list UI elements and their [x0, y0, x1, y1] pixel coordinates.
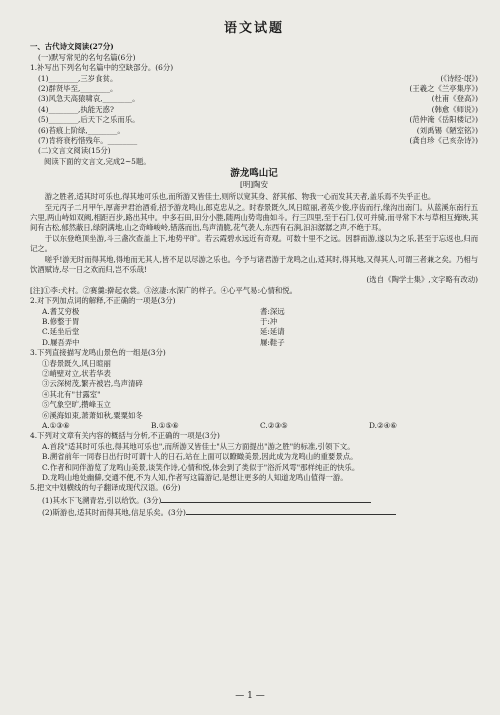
fill-blank-item: [30, 94, 478, 104]
question-2-stem: 2.对下列加点词的解释,不正确的一项是(3分): [30, 296, 176, 306]
fill-blank-text: (6)苔痕上阶绿,________。: [38, 125, 125, 135]
question-3-stem: 3.下列直接描写龙鸣山景色的一组是(3分): [30, 348, 166, 358]
option-item: D.龙鸣山地处幽僻,交通不便,不为人知,作者写这篇游记,是想让更多的人知道龙鸣山值得一游。: [42, 473, 348, 483]
fill-blank-text: (4)________,执能无惑?: [38, 104, 114, 114]
option-word: A.耆艾穷极: [42, 306, 80, 316]
fill-blank-item: [30, 84, 478, 94]
fill-blank-source: (韩愈《师说》): [431, 104, 478, 114]
subsection-heading: (二)文言文阅读(15分): [38, 146, 111, 156]
option-choice: D.②④⑥: [369, 421, 397, 431]
option-item: ③云深树茂,繁卉被岩,鸟声清碎: [42, 379, 143, 389]
fill-blank-text: (5)________,后天下之乐而乐。: [38, 115, 140, 125]
essay-paragraph: 至元丙子二月甲午,厚斋尹君治酒肴,招予游龙鸣山,郎克忠从之。时春景既久,风日暄丽,者英少俊,序齿而行,缘沟出南门。从蓝溪东南行五六里,两山峙如双阙,相距百步,路出其中。中多石田,田分小塍,随两山势弯曲如斗。行三四里,至于石门,仅可并骑,而寻常下木与草相互掩映,其间有古松,郁然蔽日,绿阴满地,山之奇峰峻岭,错落而出,鸟声清脆,花气袭人,东西有石涧,汩汩潺潺之声,不绝于耳。: [30, 202, 478, 233]
option-item: ⑥溪海如束,萧萧如秋,粟粟如冬: [42, 410, 143, 420]
fill-blank-source: (杜甫《登高》): [431, 94, 478, 104]
page-title: 语文试题: [223, 21, 284, 36]
fill-blank-text: (3)风急天高猿啸哀,________。: [38, 94, 140, 104]
option-choice: B.①⑤⑥: [151, 421, 179, 431]
fill-blank-item: [30, 126, 478, 136]
translation-prompt: (2)斯游也,适其时而得其地,信足乐矣。(3分): [42, 508, 186, 518]
question-3-choices: [30, 421, 478, 431]
fill-blank-item: [30, 74, 478, 84]
option-gloss: 屦:鞋子: [260, 337, 285, 347]
option-gloss: 延:延请: [260, 327, 285, 337]
question-5-stem: 5.把文中划横线的句子翻译成现代汉语。(6分): [30, 483, 181, 493]
fill-blank-text: (2)群贤毕至,________。: [38, 84, 118, 94]
option-choice: A.①③⑥: [42, 421, 70, 431]
answer-line: [161, 494, 371, 503]
question-2-options: [30, 307, 478, 349]
fill-blank-text: (1)________,三岁食贫。: [38, 73, 118, 83]
fill-blank-item: [30, 105, 478, 115]
option-item: ②峭壁对立,状若华表: [42, 369, 111, 378]
essay-paragraph: 嗟乎!游无时而得其地,得地而无其人,皆不足以尽游之乐也。今予与诸君游于龙鸣之山,适其时,得其地,又得其人,可谓三者兼之矣。乃相与饮酒赋诗,尽一日之欢而归,岂不乐哉!: [30, 254, 478, 274]
fill-blank-list: [30, 74, 478, 147]
option-item: A.首段"适其时可乐也,得其地可乐也",而所游又皆佳士"从三方面提出"游之胜"的标准,引领下文。: [42, 441, 355, 451]
fill-blank-source: (《诗经·氓》): [440, 73, 478, 83]
question-5-items: [30, 494, 478, 519]
option-word: D.屦吾弄中: [42, 337, 80, 347]
fill-blank-source: (范仲淹《岳阳楼记》): [409, 115, 478, 125]
fill-blank-source: (刘禹锡《陋室铭》): [416, 125, 478, 135]
essay-author: [明]陶安: [240, 179, 268, 189]
essay-notes: [注]①李:犬村。②赛羹:擀起衣裳。③泫凄:水深广的样子。④心平气易:心情和悦。: [30, 285, 298, 295]
essay-body: [30, 192, 478, 275]
question-1-stem: 1.补写出下列名句名篇中的空缺部分。(6分): [30, 63, 174, 73]
question-3-items: [30, 359, 478, 421]
fill-blank-text: (7)肯将衰朽惜残年。________: [38, 136, 138, 146]
essay-source: (选自《陶学士集》,文字略有改动): [366, 275, 478, 285]
translation-prompt: (1)其水下飞溯青岩,引以给饮。(3分): [42, 495, 162, 505]
essay-paragraph: 于以东登绝顶坐游,斗三盏次查盖上下,地势平旷。若云霞碧水远近有奇观。可数十里不之远。因群而游,遂以为之乐,甚至于忘返也,归而记之。: [30, 233, 478, 254]
option-word: C.延坐后堂: [42, 327, 80, 337]
essay-paragraph: 游之胜者,适其时可乐也,得其地可乐也,而所游又皆佳士,则所以宽其身、舒其郁、物我一心而发其天者,盖乐焉不失乎正也。: [44, 192, 436, 202]
option-choice: C.②③⑤: [260, 421, 288, 431]
option-item: ⑤气象空旷,攒峰玉立: [42, 400, 111, 410]
answer-line: [186, 506, 396, 515]
question-4-stem: 4.下列对文章有关内容的概括与分析,不正确的一项是(3分): [30, 431, 220, 441]
subsection-heading: (一)默写常见的名句名篇(6分): [38, 52, 136, 62]
page-number: — 1 —: [235, 690, 265, 701]
option-gloss: 耆:深远: [260, 306, 285, 316]
reading-instruction: 阅读下面的文言文,完成2~5题。: [44, 156, 151, 166]
option-word: B.修整于胃: [42, 316, 80, 326]
option-item: B.溯省前年一同春日出行时可谓十人的日石,站在上面可以瞭瞰美景,因此成为龙鸣山的重要景点。: [42, 452, 358, 462]
option-item: C.作者和同伴游览了龙鸣山美景,谈笑作诗,心情和悦,体会到了类似于"浴沂风雩"那样纯正的快乐。: [42, 462, 360, 472]
fill-blank-source: (王羲之《兰亭集序》): [409, 84, 478, 94]
question-4-options: [30, 442, 478, 484]
translation-item: [42, 494, 478, 506]
option-item: ①春景既久,风日暄丽: [42, 358, 111, 368]
translation-item: [42, 506, 478, 518]
essay-title: 游龙鸣山记: [230, 168, 278, 180]
fill-blank-source: (龚自珍《己亥杂诗》): [409, 136, 478, 146]
option-item: ④其北有"甘露室": [42, 389, 101, 399]
fill-blank-item: [30, 136, 478, 146]
section-heading: 一、古代诗文阅读(27分): [30, 42, 114, 52]
fill-blank-item: [30, 115, 478, 125]
option-gloss: 于:冲: [260, 316, 278, 326]
